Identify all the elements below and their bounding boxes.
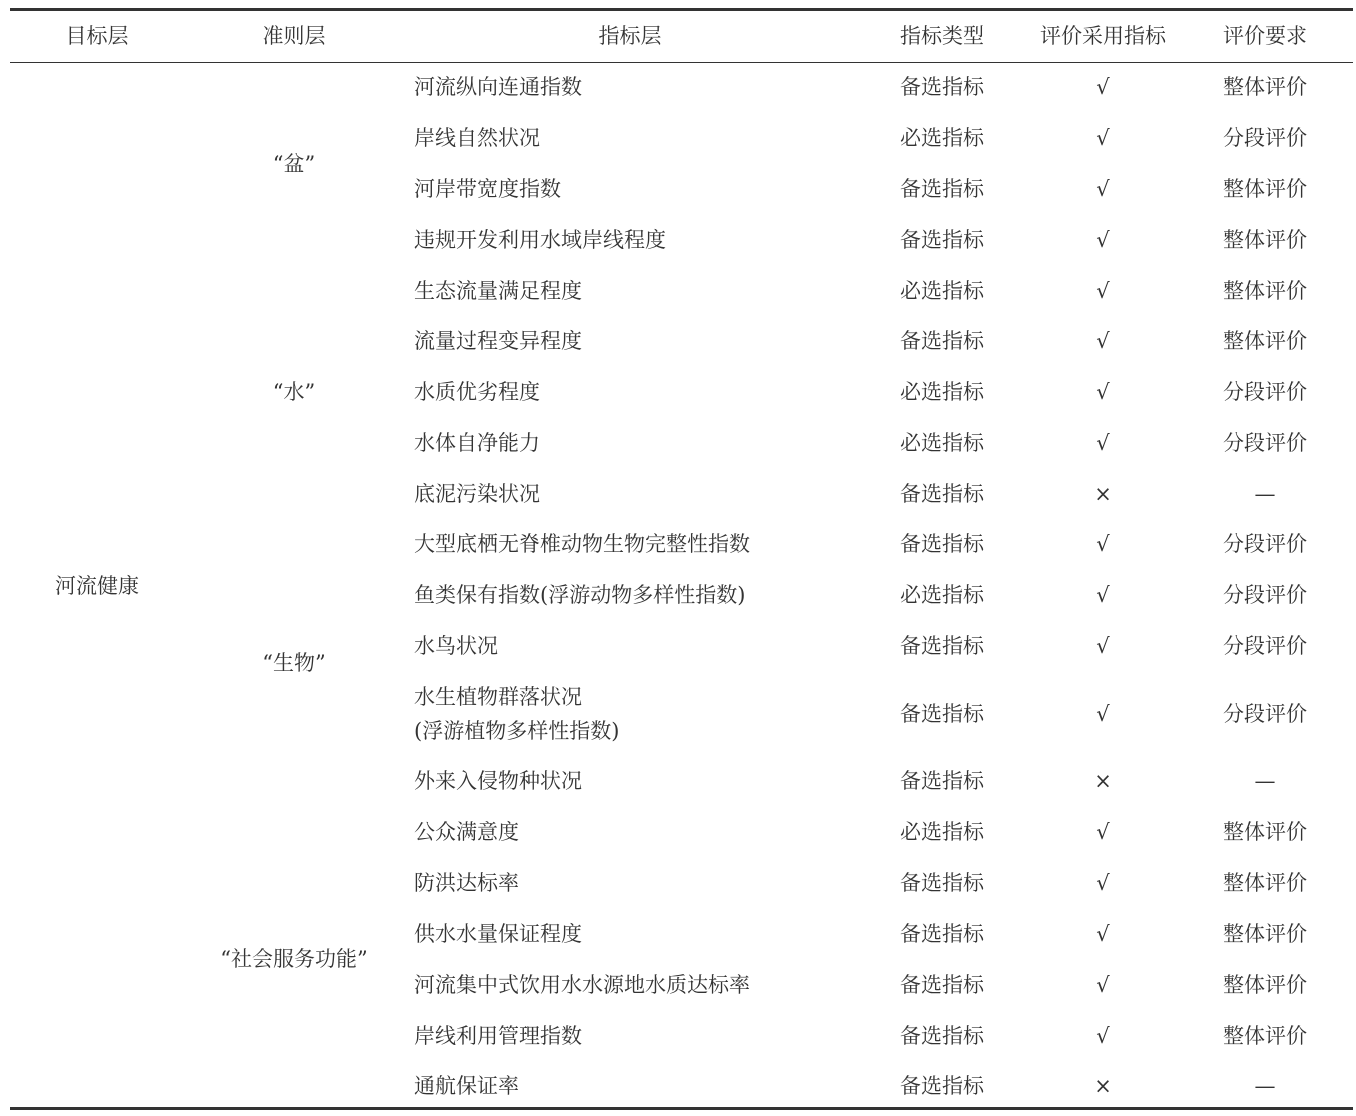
eval-requirement: 整体评价 — [1223, 279, 1307, 303]
indicator-type: 备选指标 — [900, 973, 984, 997]
criteria-water: “水” — [272, 380, 316, 404]
header-eval-requirement: 评价要求 — [1223, 24, 1307, 48]
used-mark: √ — [1096, 380, 1110, 404]
eval-requirement: 整体评价 — [1223, 820, 1307, 844]
used-mark: × — [1094, 482, 1112, 506]
used-mark: × — [1094, 769, 1112, 793]
indicator-type: 备选指标 — [900, 532, 984, 556]
eval-requirement: 分段评价 — [1223, 583, 1307, 607]
indicator-name-line2: (浮游植物多样性指数) — [414, 719, 620, 743]
indicator-name: 水体自净能力 — [414, 431, 540, 455]
eval-requirement: 分段评价 — [1223, 702, 1307, 726]
eval-requirement: 整体评价 — [1223, 177, 1307, 201]
indicator-type: 备选指标 — [900, 329, 984, 353]
indicator-type: 备选指标 — [900, 1074, 984, 1098]
used-mark: √ — [1096, 702, 1110, 726]
used-mark: √ — [1096, 329, 1110, 353]
indicator-name: 河流纵向连通指数 — [414, 75, 582, 99]
eval-requirement: 分段评价 — [1223, 126, 1307, 150]
indicator-type: 备选指标 — [900, 922, 984, 946]
eval-requirement: — — [1254, 769, 1276, 793]
indicator-name: 供水水量保证程度 — [414, 922, 582, 946]
used-mark: √ — [1096, 973, 1110, 997]
indicator-type: 备选指标 — [900, 769, 984, 793]
eval-requirement: — — [1254, 1074, 1276, 1098]
indicator-name: 防洪达标率 — [414, 871, 519, 895]
used-mark: √ — [1096, 532, 1110, 556]
indicator-name: 水鸟状况 — [414, 634, 498, 658]
eval-requirement: 整体评价 — [1223, 1024, 1307, 1048]
header-used-indicator: 评价采用指标 — [1040, 24, 1166, 48]
indicator-type: 必选指标 — [900, 820, 984, 844]
indicator-name: 通航保证率 — [414, 1074, 519, 1098]
indicator-name: 河流集中式饮用水水源地水质达标率 — [414, 973, 750, 997]
indicator-name: 底泥污染状况 — [414, 482, 540, 506]
indicator-type: 备选指标 — [900, 482, 984, 506]
indicator-name: 生态流量满足程度 — [414, 279, 582, 303]
indicator-name: 鱼类保有指数(浮游动物多样性指数) — [414, 583, 746, 607]
used-mark: √ — [1096, 871, 1110, 895]
eval-requirement: 分段评价 — [1223, 634, 1307, 658]
header-indicator-layer: 指标层 — [598, 24, 662, 48]
used-mark: √ — [1096, 1024, 1110, 1048]
used-mark: √ — [1096, 75, 1110, 99]
used-mark: √ — [1096, 634, 1110, 658]
indicator-type: 必选指标 — [900, 583, 984, 607]
criteria-basin: “盆” — [272, 152, 316, 176]
eval-requirement: 整体评价 — [1223, 75, 1307, 99]
used-mark: × — [1094, 1074, 1112, 1098]
used-mark: √ — [1096, 820, 1110, 844]
eval-requirement: 整体评价 — [1223, 228, 1307, 252]
indicator-name: 公众满意度 — [414, 820, 519, 844]
eval-requirement: 整体评价 — [1223, 922, 1307, 946]
used-mark: √ — [1096, 922, 1110, 946]
header-criteria-layer: 准则层 — [262, 24, 326, 48]
indicator-name: 大型底栖无脊椎动物生物完整性指数 — [414, 532, 750, 556]
criteria-social-service: “社会服务功能” — [220, 947, 368, 971]
indicator-type: 必选指标 — [900, 126, 984, 150]
eval-requirement: 整体评价 — [1223, 329, 1307, 353]
target-cell: 河流健康 — [55, 574, 139, 598]
indicator-type: 备选指标 — [900, 1024, 984, 1048]
indicator-type: 必选指标 — [900, 431, 984, 455]
indicator-type: 备选指标 — [900, 228, 984, 252]
indicator-type: 必选指标 — [900, 380, 984, 404]
used-mark: √ — [1096, 177, 1110, 201]
indicator-name: 外来入侵物种状况 — [414, 769, 582, 793]
indicator-type: 必选指标 — [900, 279, 984, 303]
eval-requirement: 分段评价 — [1223, 431, 1307, 455]
indicator-type: 备选指标 — [900, 177, 984, 201]
indicator-name: 水生植物群落状况 — [414, 685, 582, 709]
criteria-biology: “生物” — [262, 651, 326, 675]
indicator-name: 岸线利用管理指数 — [414, 1024, 582, 1048]
indicator-name: 河岸带宽度指数 — [414, 177, 561, 201]
indicator-name: 岸线自然状况 — [414, 126, 540, 150]
indicator-name: 违规开发利用水域岸线程度 — [414, 228, 666, 252]
used-mark: √ — [1096, 279, 1110, 303]
used-mark: √ — [1096, 126, 1110, 150]
used-mark: √ — [1096, 583, 1110, 607]
eval-requirement: — — [1254, 482, 1276, 506]
header-target-layer: 目标层 — [65, 24, 129, 48]
indicator-name: 流量过程变异程度 — [414, 329, 582, 353]
used-mark: √ — [1096, 431, 1110, 455]
indicator-type: 备选指标 — [900, 871, 984, 895]
eval-requirement: 整体评价 — [1223, 871, 1307, 895]
eval-requirement: 分段评价 — [1223, 380, 1307, 404]
table-header-rule — [10, 62, 1353, 63]
table-bottom-rule — [10, 1107, 1353, 1110]
indicator-type: 备选指标 — [900, 75, 984, 99]
table-top-rule — [10, 8, 1353, 11]
indicator-type: 备选指标 — [900, 702, 984, 726]
eval-requirement: 分段评价 — [1223, 532, 1307, 556]
indicator-name: 水质优劣程度 — [414, 380, 540, 404]
header-indicator-type: 指标类型 — [900, 24, 984, 48]
used-mark: √ — [1096, 228, 1110, 252]
eval-requirement: 整体评价 — [1223, 973, 1307, 997]
indicator-type: 备选指标 — [900, 634, 984, 658]
